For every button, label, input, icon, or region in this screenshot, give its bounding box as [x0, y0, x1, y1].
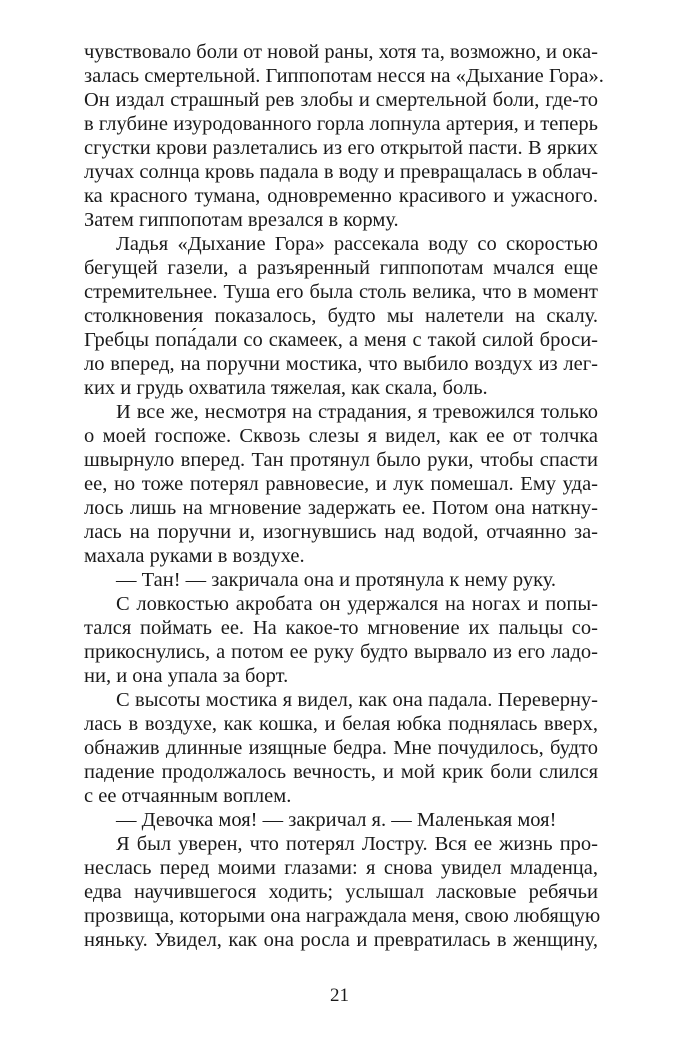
text-line: обнажив длинные изящные бедра. Мне почудилось, будто	[84, 737, 598, 759]
text-line: ло вперед, на поручни мостика, что выбило воздух из лег-	[84, 353, 598, 375]
text-line: Гребцы попа́дали со скамеек, а меня с такой силой броси-	[84, 329, 598, 351]
text-line: чувствовало боли от новой раны, хотя та, возможно, и ока-	[84, 41, 598, 63]
text-line: сгустки крови разлетались из его открытой пасти. В ярких	[84, 137, 598, 159]
paragraph-6	[84, 688, 598, 808]
text-line: ких и грудь охватила тяжелая, как скала, боль.	[84, 377, 488, 399]
text-line: — Тан! — закричала она и протянула к нему руку.	[116, 569, 557, 591]
text-line: неслась перед моими глазами: я снова увидел младенца,	[84, 857, 598, 879]
text-line: прозвища, которыми она награждала меня, свою любящую	[84, 905, 601, 927]
text-line: Он издал страшный рев злобы и смертельной боли, где-то	[84, 89, 598, 111]
text-line: ка красного тумана, одновременно красивого и ужасного.	[84, 185, 598, 207]
text-line: Ладья «Дыхание Гора» рассекала воду со скоростью	[116, 233, 598, 255]
paragraph-8	[84, 832, 601, 952]
text-line: — Девочка моя! — закричал я. — Маленькая моя!	[116, 809, 557, 831]
paragraph-7	[84, 808, 598, 832]
text-line: лась в воздухе, как кошка, и белая юбка поднялась вверх,	[84, 713, 598, 735]
text-line: столкновения показалось, будто мы налетели на скалу.	[84, 305, 598, 327]
text-line: лось лишь на мгновение задержать ее. Потом она наткну-	[84, 497, 598, 519]
text-line: швырнуло вперед. Тан протянул было руки, чтобы спасти	[84, 449, 598, 471]
text-line: с ее отчаянным воплем.	[84, 785, 292, 807]
text-line: падение продолжалось вечность, и мой крик боли слился	[84, 761, 598, 783]
text-line: Затем гиппопотам врезался в корму.	[84, 209, 399, 231]
text-line: бегущей газели, а разъяренный гиппопотам мчался еще	[84, 257, 598, 279]
text-line: С ловкостью акробата он удержался на ногах и попы-	[116, 593, 598, 615]
text-line: Я был уверен, что потерял Лостру. Вся ее жизнь про-	[116, 833, 598, 855]
text-line: стремительнее. Туша его была столь велика, что в момент	[84, 281, 598, 303]
page-body	[84, 40, 604, 952]
text-line: ее, но тоже потерял равновесие, и лук помешал. Ему уда-	[84, 473, 598, 495]
text-line: С высоты мостика я видел, как она падала. Переверну-	[116, 689, 598, 711]
paragraph-2	[84, 232, 598, 400]
text-line: няньку. Увидел, как она росла и превратилась в женщину,	[84, 929, 598, 951]
paragraph-1	[84, 40, 604, 232]
text-line: ни, и она упала за борт.	[84, 665, 289, 687]
text-line: едва научившегося ходить; услышал ласковые ребячьи	[84, 881, 598, 903]
paragraph-3	[84, 400, 598, 568]
page-number: 21	[330, 985, 349, 1006]
text-line: о моей госпоже. Сквозь слезы я видел, как ее от толчка	[84, 425, 598, 447]
text-line: лась на поручни и, изогнувшись над водой, отчаянно за-	[84, 521, 598, 543]
text-line: в глубине изуродованного горла лопнула артерия, и теперь	[84, 113, 598, 135]
text-line: лучах солнца кровь падала в воду и превращалась в облач-	[84, 161, 598, 183]
text-line: махала руками в воздухе.	[84, 545, 305, 567]
text-line: И все же, несмотря на страдания, я тревожился только	[116, 401, 598, 423]
paragraph-4	[84, 568, 598, 592]
text-line: залась смертельной. Гиппопотам несся на «Дыхание Гора».	[84, 65, 604, 87]
paragraph-5	[84, 592, 598, 688]
text-line: тался поймать ее. На какое-то мгновение их пальцы со-	[84, 617, 598, 639]
text-line: прикоснулись, а потом ее руку будто вырвало из его ладо-	[84, 641, 598, 663]
